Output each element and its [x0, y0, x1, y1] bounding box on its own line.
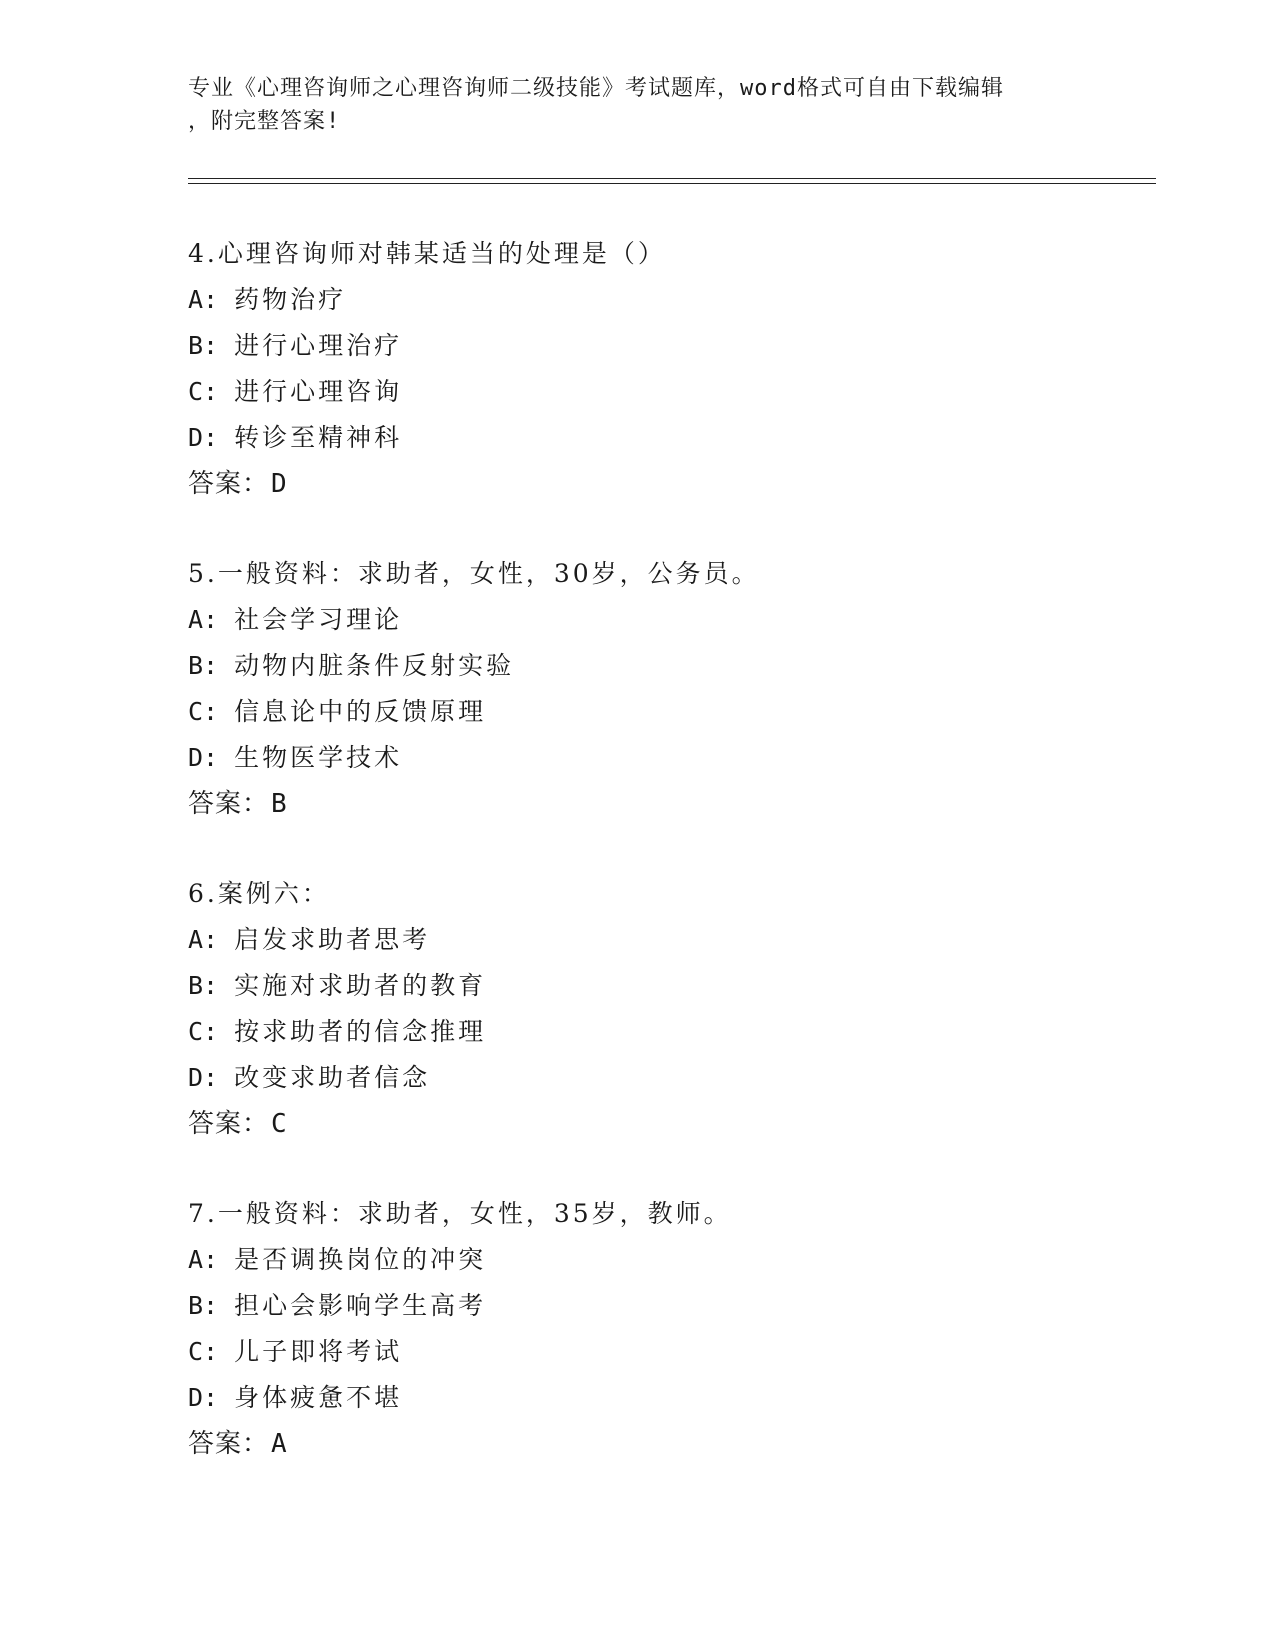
option-text: 动物内脏条件反射实验: [234, 651, 515, 680]
option-d: [188, 1060, 1148, 1106]
answer-value: A: [271, 1429, 288, 1459]
option-text: 信息论中的反馈原理: [234, 697, 487, 726]
option-text: 进行心理咨询: [234, 377, 403, 406]
option-c: [188, 694, 1148, 740]
option-letter: A:: [188, 1245, 219, 1274]
question-6: [188, 876, 1148, 1196]
option-letter: B:: [188, 651, 219, 680]
option-d: [188, 1380, 1148, 1426]
option-b: [188, 968, 1148, 1014]
option-text: 身体疲惫不堪: [234, 1383, 403, 1412]
option-letter: D:: [188, 1063, 219, 1092]
option-d: [188, 740, 1148, 786]
question-7: [188, 1196, 1148, 1516]
option-a: [188, 602, 1148, 648]
option-a: [188, 922, 1148, 968]
option-text: 是否调换岗位的冲突: [234, 1245, 487, 1274]
question-stem: 7.一般资料：求助者，女性，35岁，教师。: [188, 1199, 732, 1228]
option-letter: C:: [188, 377, 219, 406]
option-letter: D:: [188, 1383, 219, 1412]
option-letter: C:: [188, 1337, 219, 1366]
header-line-1: 专业《心理咨询师之心理咨询师二级技能》考试题库，word格式可自由下载编辑: [188, 76, 1004, 101]
option-a: [188, 282, 1148, 328]
option-text: 实施对求助者的教育: [234, 971, 487, 1000]
option-text: 儿子即将考试: [234, 1337, 403, 1366]
option-text: 社会学习理论: [234, 605, 403, 634]
answer-label: 答案：: [188, 789, 270, 819]
document-header: [188, 72, 1088, 138]
option-b: [188, 648, 1148, 694]
answer-value: B: [271, 789, 288, 819]
option-letter: D:: [188, 743, 219, 772]
question-4: [188, 236, 1148, 556]
option-text: 改变求助者信念: [234, 1063, 431, 1092]
option-letter: C:: [188, 697, 219, 726]
option-b: [188, 1288, 1148, 1334]
option-letter: B:: [188, 331, 219, 360]
option-letter: A:: [188, 925, 219, 954]
question-stem: 4.心理咨询师对韩某适当的处理是（）: [188, 239, 666, 268]
option-b: [188, 328, 1148, 374]
option-a: [188, 1242, 1148, 1288]
header-divider-bottom: [188, 183, 1156, 184]
question-list: [188, 236, 1148, 1516]
option-letter: C:: [188, 1017, 219, 1046]
option-text: 药物治疗: [234, 285, 347, 314]
option-letter: A:: [188, 605, 219, 634]
option-text: 进行心理治疗: [234, 331, 403, 360]
answer-value: C: [271, 1109, 288, 1139]
answer-label: 答案：: [188, 1109, 270, 1139]
option-text: 按求助者的信念推理: [234, 1017, 487, 1046]
option-text: 转诊至精神科: [234, 423, 403, 452]
option-letter: B:: [188, 1291, 219, 1320]
option-text: 担心会影响学生高考: [234, 1291, 487, 1320]
option-text: 生物医学技术: [234, 743, 403, 772]
header-divider-top: [188, 178, 1156, 179]
question-5: [188, 556, 1148, 876]
option-c: [188, 374, 1148, 420]
option-letter: B:: [188, 971, 219, 1000]
answer-line: [188, 786, 1148, 832]
option-d: [188, 420, 1148, 466]
answer-label: 答案：: [188, 1429, 270, 1459]
answer-line: [188, 1426, 1148, 1472]
option-c: [188, 1014, 1148, 1060]
answer-line: [188, 1106, 1148, 1152]
option-letter: A:: [188, 285, 219, 314]
answer-label: 答案：: [188, 469, 270, 499]
option-text: 启发求助者思考: [234, 925, 431, 954]
answer-line: [188, 466, 1148, 512]
option-c: [188, 1334, 1148, 1380]
header-line-2: ，附完整答案!: [188, 109, 341, 134]
option-letter: D:: [188, 423, 219, 452]
question-stem: 6.案例六：: [188, 879, 330, 908]
answer-value: D: [271, 469, 288, 499]
question-stem: 5.一般资料：求助者，女性，30岁，公务员。: [188, 559, 760, 588]
